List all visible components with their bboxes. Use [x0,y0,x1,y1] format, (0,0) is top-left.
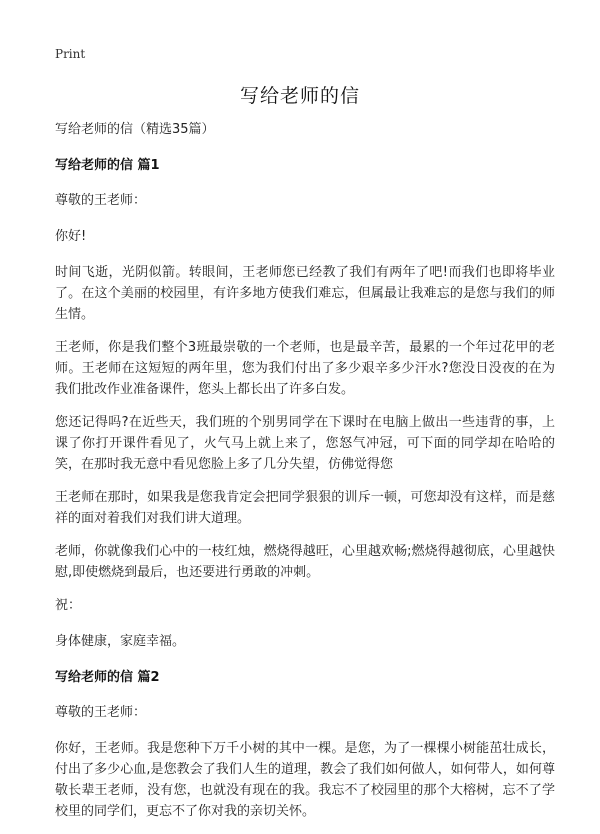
letter-hello: 你好! [55,229,87,244]
letter-paragraph: 王老师，你是我们整个3班最崇敬的一个老师，也是最辛苦，最累的一个年过花甲的老师。王老师在这短短的两年里，您为我们付出了多少艰辛多少汗水?您没日没夜的在为我们批改作业准备课件，您头上都长出了许多白发。 [55,340,555,397]
section-heading-title: 写给老师的信 [55,670,134,685]
page-title: 写给老师的信 [239,85,360,107]
letter-greeting: 尊敬的王老师： [55,705,147,720]
section-heading-title: 写给老师的信 [55,158,134,173]
article-body [55,119,555,834]
letter-paragraph: 老师，你就像我们心中的一枝红烛，燃烧得越旺，心里越欢畅;燃烧得越彻底，心里越快慰,即使燃烧到最后，也还要进行勇敢的冲刺。 [55,544,555,580]
letter-paragraph: 王老师在那时，如果我是您我肯定会把同学狠狠的训斥一顿，可您却没有这样，而是慈祥的面对着我们对我们讲大道理。 [55,490,555,526]
letter-paragraph: 您还记得吗?在近些天，我们班的个别男同学在下课时在电脑上做出一些违背的事，上课了你打开课件看见了，火气马上就上来了，您怒气冲冠，可下面的同学却在哈哈的笑，在那时我无意中看见您脸上多了几分失望，仿佛觉得您 [55,415,555,472]
letter-closing: 祝： [55,598,82,613]
section-heading-part: 篇2 [137,670,160,685]
print-link[interactable]: Print [55,47,86,61]
letter-paragraph: 时间飞逝，光阴似箭。转眼间，王老师您已经教了我们有两年了吧!而我们也即将毕业了。在这个美丽的校园里，有许多地方使我们难忘，但属最让我难忘的是您与我们的师生情。 [55,265,555,322]
section-heading-2 [55,667,555,688]
letter-wish: 身体健康，家庭幸福。 [55,634,186,649]
section-heading-part: 篇1 [137,158,160,173]
letter-paragraph: 你好，王老师。我是您种下万千小树的其中一棵。是您，为了一棵棵小树能茁壮成长，付出了多少心血,是您教会了我们人生的道理，教会了我们如何做人，如何带人，如何尊敬长辈王老师，没有您，也就没有现在的我。我忘不了校园里的那个大榕树，忘不了学校里的同学们，更忘不了你对我的亲切关怀。 [55,741,555,819]
article-subtitle: 写给老师的信（精选35篇） [55,122,215,137]
section-heading-1 [55,155,555,176]
letter-greeting: 尊敬的王老师： [55,193,147,208]
